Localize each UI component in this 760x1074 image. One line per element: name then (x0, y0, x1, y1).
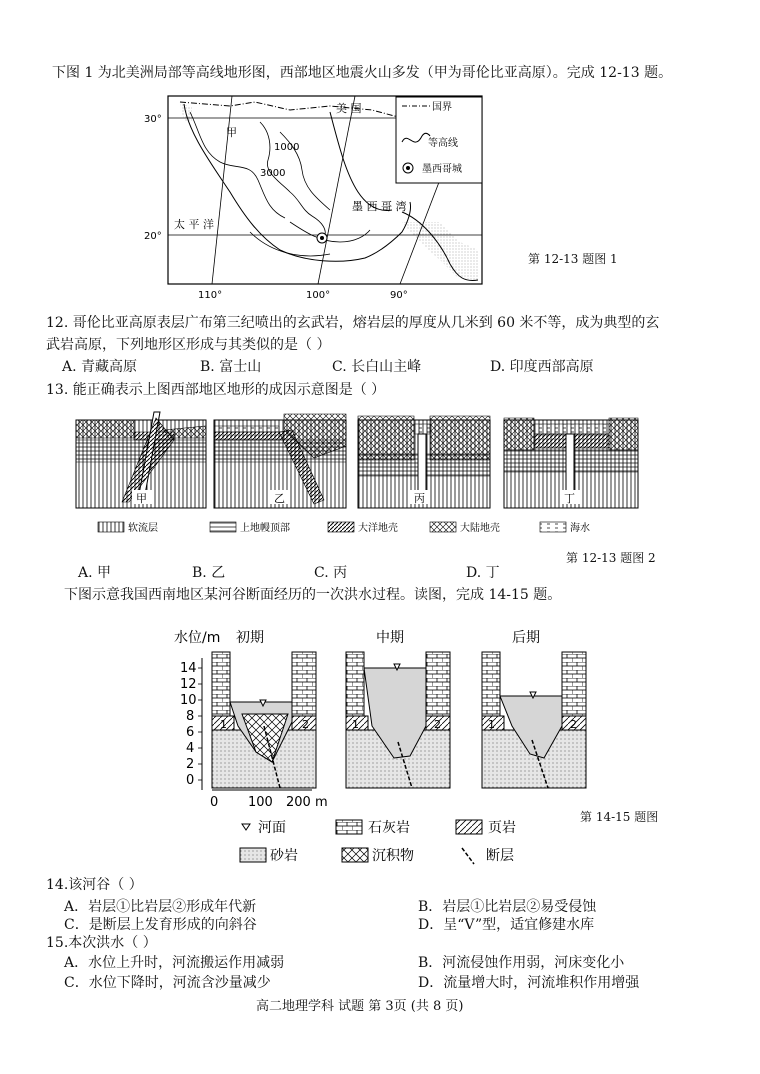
q12-stem-line2: 武岩高原，下列地形区形成与其类似的是（ ） (46, 337, 331, 353)
ytick-10: 10 (180, 693, 197, 708)
rock1-early: 1 (220, 718, 227, 731)
rock2-middle: 2 (434, 718, 441, 731)
ytick-4: 4 (186, 741, 195, 756)
q14-option-b[interactable]: B．岩层①比岩层②易受侵蚀 (418, 899, 597, 915)
q12-option-b[interactable]: B. 富士山 (200, 359, 262, 375)
legend-limestone: 石灰岩 (368, 820, 410, 836)
legend-upper-mantle: 上地幔顶部 (240, 523, 290, 534)
contour-1000-label: 1000 (274, 142, 300, 153)
stage-late-label: 后期 (512, 630, 540, 646)
rock2-early: 2 (302, 718, 309, 731)
ytick-14: 14 (180, 661, 197, 676)
legend-border-label: 国界 (432, 102, 452, 113)
panel-jia-label: 甲 (136, 492, 147, 505)
q14-option-a[interactable]: A．岩层①比岩层②形成年代新 (64, 899, 257, 915)
panel-early (212, 652, 316, 788)
page-footer: 高二地理学科 试题 第 3页 (共 8 页) (256, 999, 464, 1014)
legend-sediment: 沉积物 (372, 848, 414, 864)
q13-stem: 13. 能正确表示上图西部地区地形的成因示意图是（ ） (46, 382, 386, 398)
rock1-middle: 1 (352, 718, 359, 731)
usa-label: 美 国 (336, 102, 362, 115)
q15-option-b[interactable]: B．河流侵蚀作用弱，河床变化小 (418, 955, 625, 971)
ytick-2: 2 (186, 757, 195, 772)
stage-middle-label: 中期 (376, 630, 404, 646)
legend-river-surface: 河面 (258, 820, 286, 836)
q13-option-b[interactable]: B. 乙 (192, 565, 226, 581)
rock2-late: 2 (570, 718, 577, 731)
legend-continental-crust: 大陆地壳 (460, 523, 500, 534)
intro-12-13: 下图 1 为北美洲局部等高线地形图，西部地区地震火山多发（甲为哥伦比亚高原）。完成 12-13 题。 (52, 65, 673, 81)
q15-option-d[interactable]: D．流量增大时，河流堆积作用增强 (418, 975, 640, 991)
plate-diagram-panels (74, 410, 646, 540)
q12-option-a[interactable]: A. 青藏高原 (62, 359, 138, 375)
stage-early-label: 初期 (236, 630, 264, 646)
panel-bing-label: 丙 (414, 492, 425, 505)
legend-asthenosphere: 软流层 (128, 523, 158, 534)
gulf-label: 墨 西 哥 湾 (352, 200, 407, 213)
legend-contour-label: 等高线 (428, 138, 458, 149)
xtick-200m: 200 m (286, 795, 328, 810)
river-valley-flood-diagram (172, 622, 592, 872)
panel-yi-label: 乙 (274, 492, 285, 505)
q13-option-a[interactable]: A. 甲 (78, 565, 112, 581)
north-america-contour-map (140, 92, 500, 302)
q12-option-d[interactable]: D. 印度西部高原 (490, 359, 594, 375)
flood-caption: 第 14-15 题图 (580, 810, 659, 824)
q15-option-a[interactable]: A．水位上升时，河流搬运作用减弱 (64, 955, 285, 971)
flood-ylabel: 水位/m (174, 630, 221, 646)
contour-3000-label: 3000 (260, 168, 286, 179)
legend-sandstone: 砂岩 (270, 848, 298, 864)
jia-label: 甲 (226, 126, 237, 139)
lat-20-label: 20° (144, 231, 162, 242)
pacific-label: 太 平 洋 (174, 218, 214, 231)
lon-90-label: 90° (390, 290, 408, 301)
lon-110-label: 110° (198, 290, 223, 301)
q14-option-d[interactable]: D．呈“V”型，适宜修建水库 (418, 917, 595, 933)
panel-ding (504, 418, 638, 508)
panel-late (482, 652, 586, 788)
q13-option-c[interactable]: C. 丙 (314, 565, 348, 581)
legend-seawater: 海水 (570, 523, 590, 534)
lat-30-label: 30° (144, 114, 162, 125)
xtick-100: 100 (248, 795, 273, 810)
q15-stem: 15.本次洪水（ ） (46, 935, 157, 951)
ytick-12: 12 (180, 677, 197, 692)
q15-option-c[interactable]: C．水位下降时，河流含沙量减少 (64, 975, 271, 991)
panel-yi (214, 414, 346, 508)
panel-middle (346, 652, 450, 788)
panel-bing (358, 416, 490, 508)
q14-option-c[interactable]: C．是断层上发育形成的向斜谷 (64, 917, 257, 933)
ytick-8: 8 (186, 709, 195, 724)
q13-option-d[interactable]: D. 丁 (466, 565, 500, 581)
legend-shale: 页岩 (488, 820, 516, 836)
legend-fault: 断层 (486, 848, 514, 864)
plate-caption: 第 12-13 题图 2 (566, 551, 656, 565)
panel-ding-label: 丁 (564, 492, 575, 505)
q12-option-c[interactable]: C. 长白山主峰 (332, 359, 422, 375)
panel-jia (76, 412, 206, 508)
xtick-0: 0 (210, 795, 219, 810)
legend-city-label: 墨西哥城 (422, 164, 462, 175)
intro-14-15: 下图示意我国西南地区某河谷断面经历的一次洪水过程。读图，完成 14-15 题。 (64, 587, 562, 603)
legend-oceanic-crust: 大洋地壳 (358, 523, 398, 534)
q12-stem-line1: 12. 哥伦比亚高原表层广布第三纪喷出的玄武岩，熔岩层的厚度从几米到 60 米不等，成为典型的玄 (46, 315, 660, 331)
ytick-6: 6 (186, 725, 195, 740)
map-caption: 第 12-13 题图 1 (528, 252, 618, 266)
rock1-late: 1 (488, 718, 495, 731)
ytick-0: 0 (186, 773, 195, 788)
q14-stem: 14.该河谷（ ） (46, 877, 143, 893)
lon-100-label: 100° (306, 290, 331, 301)
